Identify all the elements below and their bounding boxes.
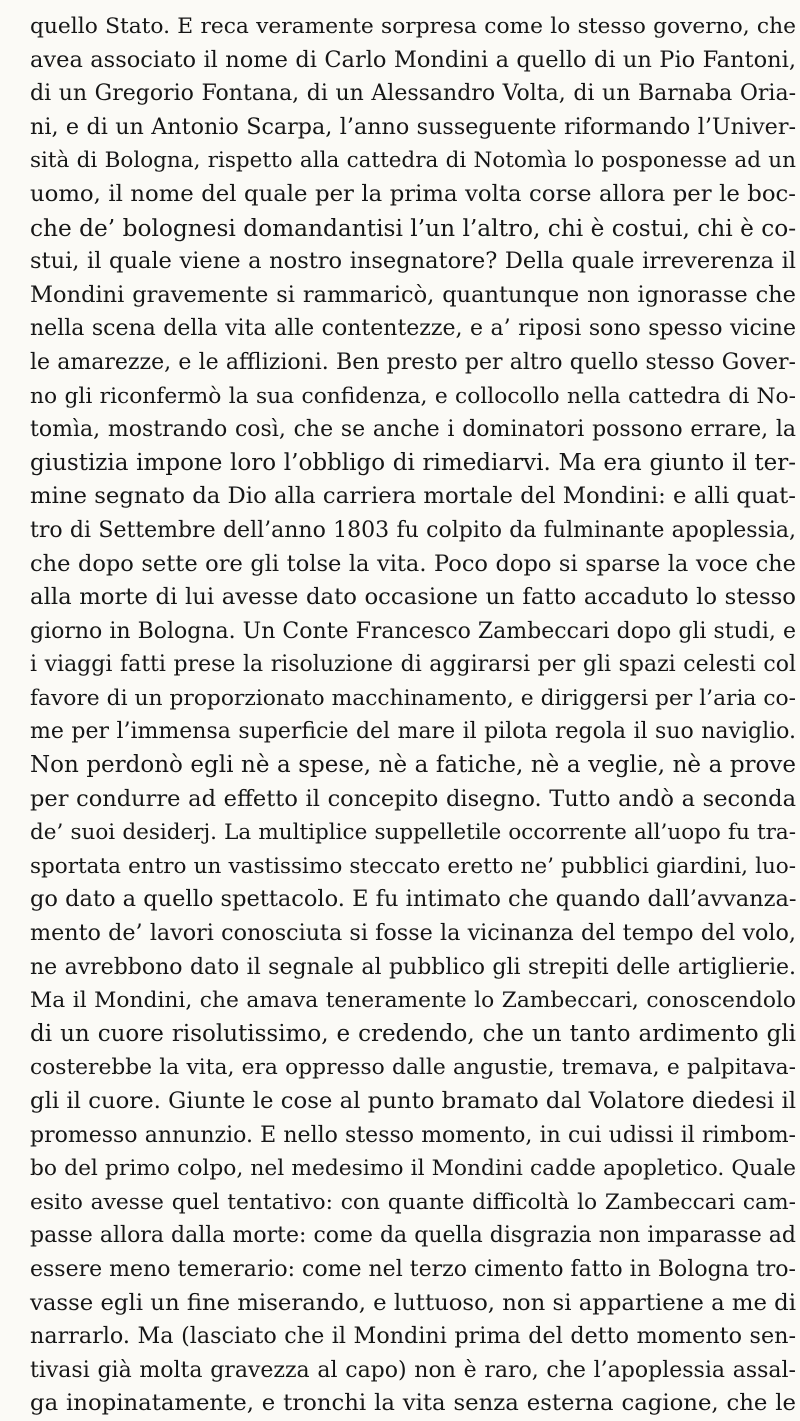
text-line: favore di un proporzionato macchinamento, e diriggersi per l’aria co- — [30, 685, 796, 711]
text-line: bo del primo colpo, nel medesimo il Mondini cadde apopletico. Quale — [30, 1156, 796, 1182]
text-line: Mondini gravemente si rammaricò, quantunque non ignorasse che — [30, 281, 796, 308]
text-line: mento de’ lavori conosciuta si fosse la vicinanza del tempo del volo, — [30, 920, 796, 947]
text-line: tivasi già molta gravezza al capo) non è raro, che l’apoplessia assal- — [30, 1357, 796, 1383]
text-line: go dato a quello spettacolo. E fu intimato che quando dall’avvanza- — [30, 886, 797, 913]
text-line: tro di Settembre dell’anno 1803 fu colpito da fulminante apoplessia, — [30, 517, 796, 543]
text-line: avea associato il nome di Carlo Mondini a quello di un Pio Fantoni, — [30, 46, 796, 73]
text-line: che dopo sette ore gli tolse la vita. Poco dopo si sparse la voce che — [30, 550, 796, 577]
text-line: no gli riconfermò la sua confidenza, e collocollo nella cattedra di No- — [30, 383, 796, 409]
text-line: di un Gregorio Fontana, di un Alessandro Volta, di un Barnaba Oria- — [30, 81, 796, 107]
text-line: stui, il quale viene a nostro insegnatore? Della quale irreverenza il — [30, 248, 796, 275]
text-line: giustizia impone loro l’obbligo di rimediarvi. Ma era giunto il ter- — [30, 449, 796, 476]
text-line: Ma il Mondini, che amava teneramente lo Zambeccari, conoscendolo — [30, 988, 796, 1014]
text-line: le amarezze, e le afflizioni. Ben presto per altro quello stesso Gover- — [30, 349, 796, 375]
text-line: narrarlo. Ma (lasciato che il Mondini prima del detto momento sen- — [30, 1323, 796, 1350]
text-line: giorno in Bologna. Un Conte Francesco Zambeccari dopo gli studi, e — [30, 618, 796, 644]
text-line: che de’ bolognesi domandantisi l’un l’altro, chi è costui, chi è co- — [30, 214, 797, 242]
text-line: me per l’immensa superficie del mare il pilota regola il suo naviglio. — [30, 719, 796, 745]
text-line: nella scena della vita alle contentezze, e a’ riposi sono spesso vicine — [30, 316, 796, 342]
text-line: tomìa, mostrando così, che se anche i dominatori possono errare, la — [30, 417, 796, 443]
text-line: costerebbe la vita, era oppresso dalle angustie, tremava, e palpitava- — [30, 1055, 796, 1081]
text-line: mine segnato da Dio alla carriera mortale del Mondini: e alli quat- — [30, 483, 796, 510]
text-line: essere meno temerario: come nel terzo cimento fatto in Bologna tro- — [30, 1256, 796, 1282]
text-line: ni, e di un Antonio Scarpa, l’anno susseguente riformando l’Univer- — [30, 113, 796, 140]
text-line: quello Stato. E reca veramente sorpresa come lo stesso governo, che — [30, 14, 796, 39]
text-line: ga inopinatamente, e tronchi la vita senza esterna cagione, che le — [30, 1390, 796, 1417]
text-line: ne avrebbono dato il segnale al pubblico gli strepiti delle artiglierie. — [30, 954, 796, 980]
text-line: vasse egli un fine miserando, e luttuoso, non si appartiene a me di — [30, 1289, 796, 1316]
text-line: sità di Bologna, rispetto alla cattedra di Notomìa lo posponesse ad un — [30, 148, 796, 174]
text-line: sportata entro un vastissimo steccato eretto ne’ pubblici giardini, luo- — [30, 853, 796, 879]
text-line: per condurre ad effetto il concepito disegno. Tutto andò a seconda — [30, 785, 796, 812]
text-line: alla morte di lui avesse dato occasione un fatto accaduto lo stesso — [30, 584, 796, 611]
text-line: di un cuore risolutissimo, e credendo, che un tanto ardimento gli — [30, 1020, 796, 1047]
text-line: Non perdonò egli nè a spese, nè a fatiche, nè a veglie, nè a prove — [30, 752, 796, 779]
text-line: gli il cuore. Giunte le cose al punto bramato dal Volatore diedesi il — [30, 1088, 796, 1114]
text-line: esito avesse quel tentativo: con quante difficoltà lo Zambeccari cam- — [30, 1189, 796, 1215]
text-line: promesso annunzio. E nello stesso momento, in cui udissi il rimbom- — [30, 1122, 796, 1148]
text-line: uomo, il nome del quale per la prima volta corse allora per le boc- — [30, 180, 796, 207]
text-line: de’ suoi desiderj. La multiplice suppelletile occorrente all’uopo fu tra- — [30, 820, 796, 846]
text-line: passe allora dalla morte: come da quella disgrazia non imparasse ad — [30, 1223, 796, 1249]
text-line: i viaggi fatti prese la risoluzione di aggirarsi per gli spazi celesti col — [30, 652, 796, 678]
